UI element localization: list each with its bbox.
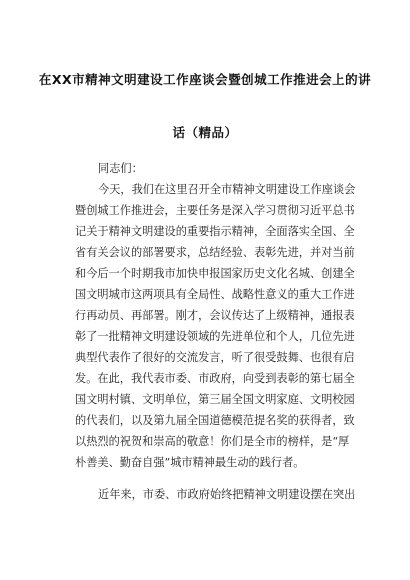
paragraph-line: 彰了一批精神文明建设领域的先进单位和个人，几位先进 — [75, 330, 355, 343]
paragraph-line: 朴善美、勤奋自强”城市精神最生动的践行者。 — [75, 456, 305, 469]
paragraph-line: 典型代表作了很好的交流发言，听了很受鼓舞、也很有启 — [75, 351, 355, 364]
paragraph-line: 今天，我们在这里召开全市精神文明建设工作座谈会 — [98, 183, 356, 196]
paragraph-line: 暨创城工作推进会，主要任务是深入学习贯彻习近平总书 — [75, 204, 355, 217]
paragraph-line: 的代表们，以及第九届全国道德模范提名奖的获得者，致 — [75, 414, 355, 427]
document-title-line-1: 在XX市精神文明建设工作座谈会暨创城工作推进会上的讲 — [38, 72, 372, 87]
paragraph-line: 以热烈的祝贺和崇高的敬意！你们是全市的榜样，是“厚 — [75, 435, 350, 448]
paragraph-line: 和今后一个时期我市加快申报国家历史文化名城、创建全 — [75, 267, 355, 280]
paragraph-line: 省有关会议的部署要求，总结经验、表彰先进，并对当前 — [75, 246, 355, 259]
greeting: 同志们： — [98, 162, 143, 175]
paragraph-line: 国文明村镇、文明单位，第三届全国文明家庭、文明校园 — [75, 393, 355, 406]
paragraph-line: 近年来，市委、市政府始终把精神文明建设摆在突出 — [98, 488, 356, 501]
document-title-line-2: 话（精品） — [172, 125, 238, 140]
paragraph-line: 记关于精神文明建设的重要指示精神，全面落实全国、全 — [75, 225, 355, 238]
paragraph-line: 行再动员、再部署。刚才，会议传达了上级精神，通报表 — [75, 309, 355, 322]
paragraph-line: 发。在此，我代表市委、市政府，向受到表彰的第七届全 — [75, 372, 355, 385]
paragraph-line: 国文明城市这两项具有全局性、战略性意义的重大工作进 — [75, 288, 355, 301]
